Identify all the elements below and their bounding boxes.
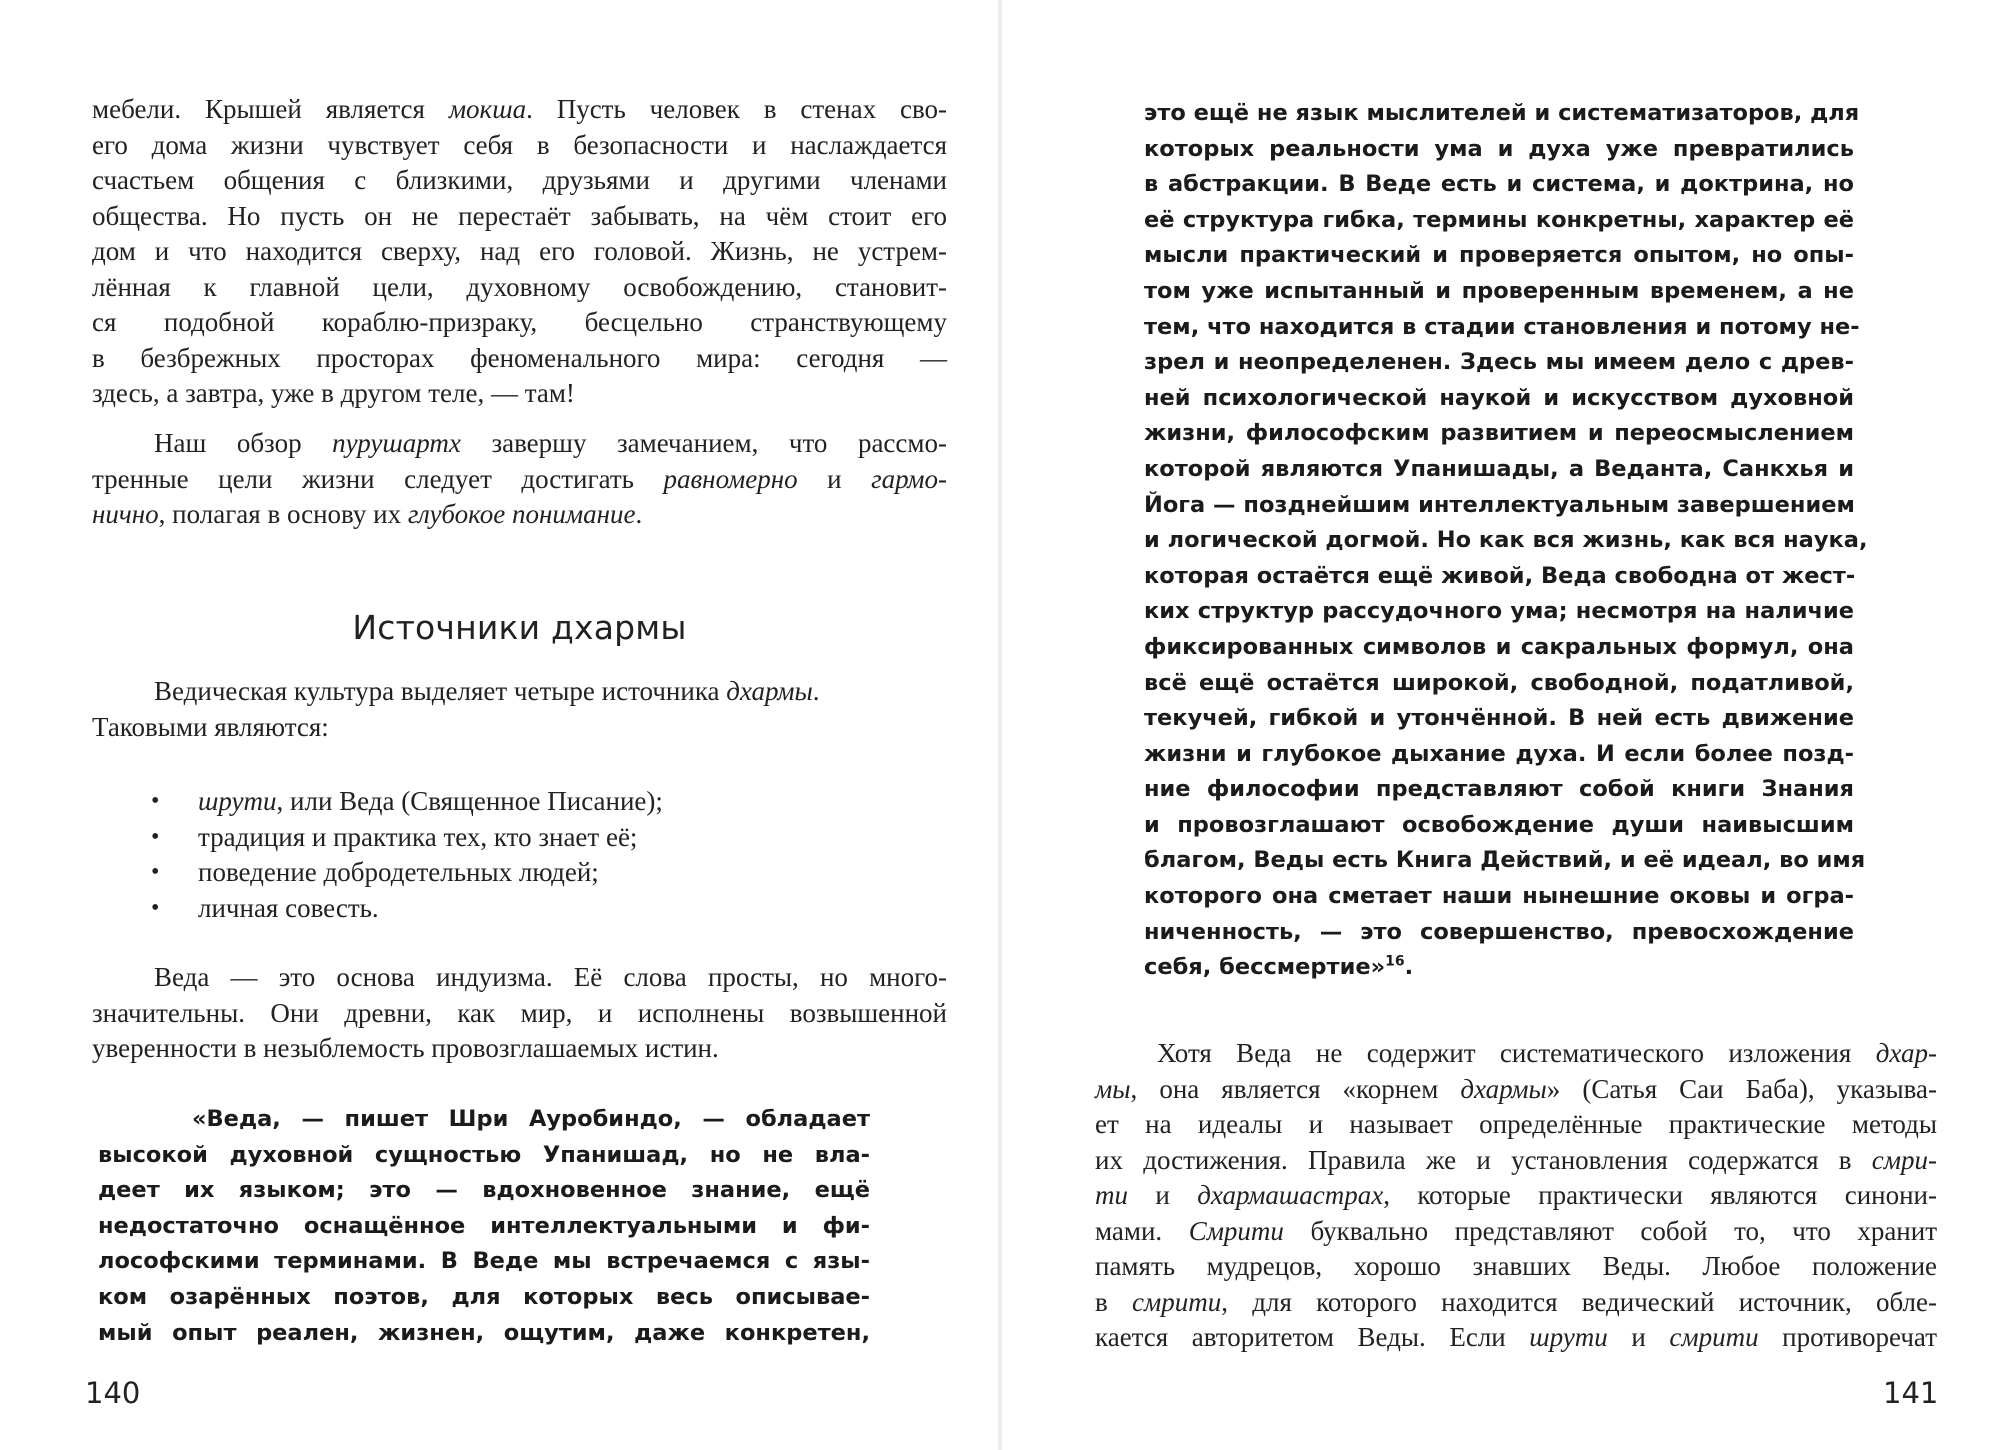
bullet-icon: • <box>151 859 160 885</box>
quote-aurobindo-start: «Веда, — пишет Шри Ауробиндо, — обладает высокой духовной сущностью Упанишад, но не вла- деет их языком; это — вдохновенное знание, ещё недостаточно оснащённое интеллектуальными и фи- лософскими терминами. В Веде мы встречаемся с язы- ком озарённых поэтов, для которых весь описывае- мый опыт реален, жизнен, ощутим, даже конкретен, <box>98 1106 870 1346</box>
page-number-right: 141 <box>1883 1376 1939 1410</box>
list-item: • личная совесть. <box>198 891 938 927</box>
paragraph-veda-dharma: Хотя Веда не содержит систематического изложения дхар- мы, она является «корнем дхармы» (Сатья Саи Баба), указыва- ет на идеалы и называет определённые практические методы их достижения. Правила же и установления содержатся в смри- ти и дхармашастрах, которые практически являются синони- мами. Смрити буквально представляют собой то, что хранит память мудрецов, хорошо знавших Веды. Любое положение в смрити, для которого находится ведический источник, обле- кается авторитетом Веды. Если шрути и смрити противоречат <box>1095 1038 1938 1352</box>
page-number-left: 140 <box>85 1376 141 1410</box>
footnote-marker: 16 <box>1385 953 1405 970</box>
sources-list <box>151 784 938 926</box>
section-heading: Источники дхармы <box>352 608 687 647</box>
paragraph-vedic-culture: Ведическая культура выделяет четыре источника дхармы. Таковыми являются: <box>92 676 820 742</box>
paragraph-purushartha: Наш обзор пурушартх завершу замечанием, что рассмо- тренные цели жизни следует достигать равномерно и гармо- нично, полагая в основу их глубокое понимание. <box>92 428 947 529</box>
paragraph-mebeli: мебели. Крышей является мокша. Пусть человек в стенах сво- его дома жизни чувствует себя в безопасности и наслаждается счастьем общения с близкими, друзьями и другими членами общества. Но пусть он не перестаёт забывать, на чём стоит его дом и что находится сверху, над его головой. Жизнь, не устрем- лённая к главной цели, духовному освобождению, становит- ся подобной кораблю-призраку, бесцельно странствующему в безбрежных просторах феноменального мира: сегодня — здесь, а завтра, уже в другом теле, — там! <box>92 94 948 408</box>
list-item: • шрути, или Веда (Священное Писание); <box>198 784 938 820</box>
paragraph-veda-basis: Веда — это основа индуизма. Её слова просты, но много- значительны. Они древни, как мир, и исполнены возвышенной уверенности в незыблемость провозглашаемых истин. <box>92 962 947 1063</box>
bullet-icon: • <box>151 788 160 814</box>
list-item: • поведение добродетельных людей; <box>198 855 938 891</box>
bullet-icon: • <box>151 894 160 921</box>
right-page <box>1000 0 2000 1450</box>
bullet-icon: • <box>151 823 160 850</box>
list-item: • традиция и практика тех, кто знает её; <box>198 820 938 856</box>
quote-aurobindo-continued: это ещё не язык мыслителей и систематизаторов, для которых реальности ума и духа уже превратились в абстракции. В Веде есть и система, и доктрина, но её структура гибка, термины конкретны, характер её мысли практический и проверяется опытом, но опы- том уже испытанный и проверенным временем, а не тем, что находится в стадии становления и потому не- зрел и неопределенен. Здесь мы имеем дело с древ- ней психологической наукой и искусством духовной жизни, философским развитием и переосмыслением которой являются Упанишады, а Веданта, Санкхья и Йога — позднейшим интеллектуальным завершением и логической догмой. Но как вся жизнь, как вся наука, которая остаётся ещё живой, Веда свободна от жест- ких структур рассудочного ума; несмотря на наличие фиксированных символов и сакральных формул, она всё ещё остаётся широкой, свободной, податливой, текучей, гибкой и утончённой. В ней есть движение жизни и глубокое дыхание духа. И если более позд- ние философии представляют собой книги Знания и провозглашают освобождение души наивысшим благом, Веды есть Книга Действий, и её идеал, во имя которого она сметает наши нынешние оковы и огра- ниченность, — это совершенство, превосхождение себя, бессмертие»$^{16}$. <box>1144 100 1868 981</box>
